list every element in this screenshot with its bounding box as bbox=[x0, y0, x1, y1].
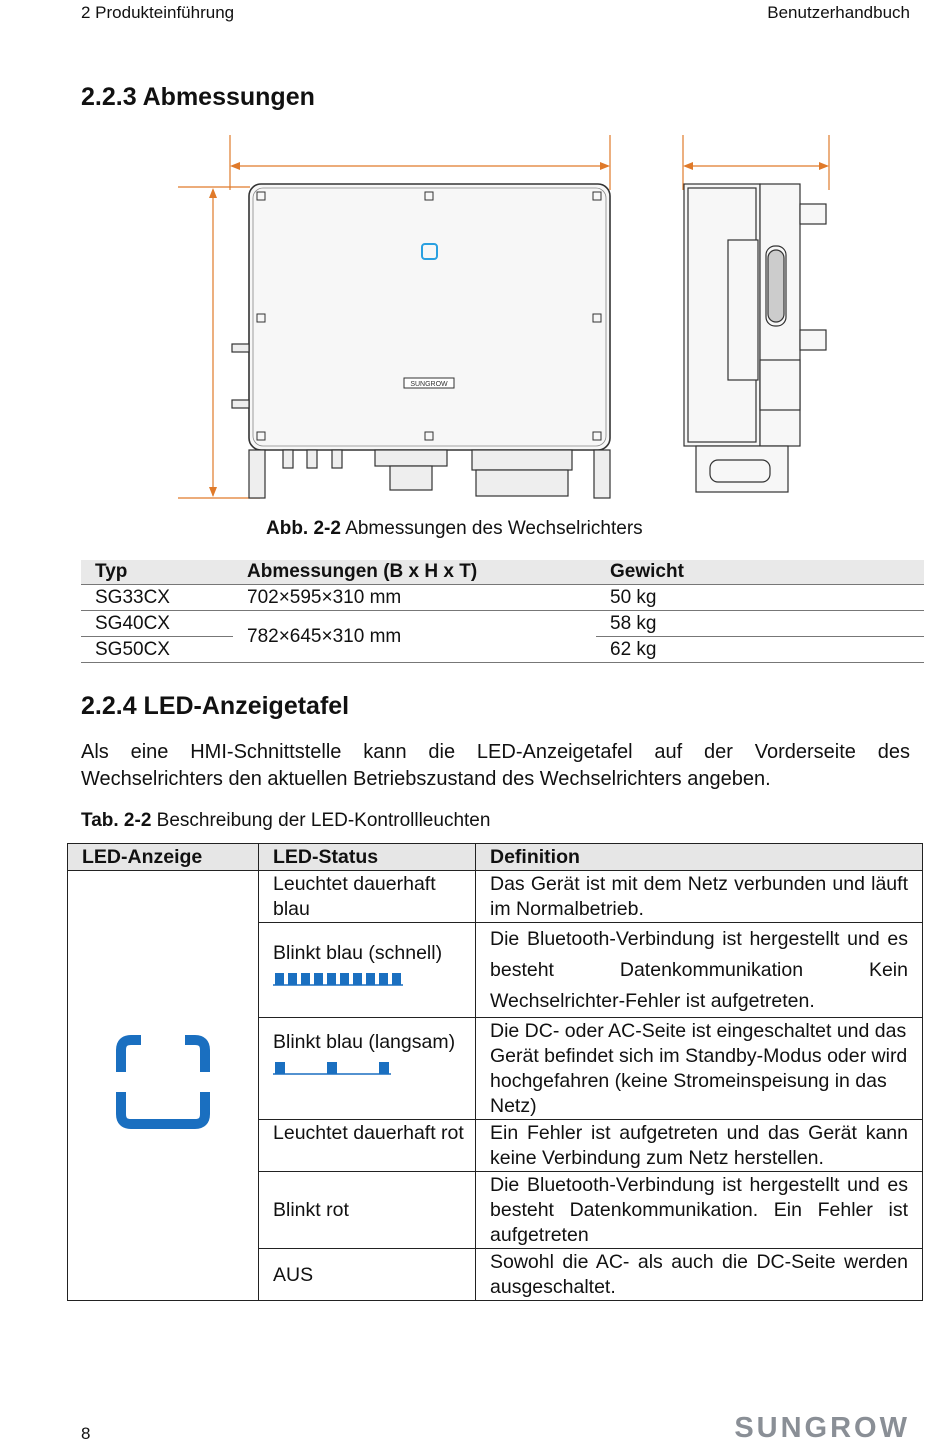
figure-caption bbox=[266, 518, 643, 540]
definition-cell: Sowohl die AC- als auch die DC-Seite werden ausgeschaltet. bbox=[476, 1249, 923, 1301]
table-row bbox=[81, 611, 924, 637]
led-indicator-cell bbox=[68, 871, 259, 1301]
status-label: Blinkt blau (langsam) bbox=[273, 1031, 456, 1053]
led-table-header bbox=[68, 844, 923, 871]
table-caption bbox=[81, 810, 490, 832]
table-row bbox=[68, 871, 923, 923]
led-indicator-icon bbox=[113, 1032, 213, 1132]
led-status-table bbox=[67, 843, 923, 1301]
col-header-definition: Definition bbox=[476, 844, 923, 871]
led-intro-paragraph: Als eine HMI-Schnittstelle kann die LED-Anzeigetafel auf der Vorderseite des Wechselrichters den aktuellen Betriebszustand des Wechselrichters angeben. bbox=[81, 741, 910, 790]
section-heading-led: 2.2.4 LED-Anzeigetafel bbox=[81, 692, 350, 720]
fast-blink-pattern-icon bbox=[273, 972, 403, 986]
weight-cell: 58 kg bbox=[596, 611, 924, 637]
model-cell: SG33CX bbox=[81, 585, 233, 611]
status-cell bbox=[259, 1018, 476, 1120]
model-cell: SG40CX bbox=[81, 611, 233, 637]
col-header-dimensions: Abmessungen (B x H x T) bbox=[233, 560, 596, 585]
dimensions-table bbox=[81, 560, 924, 663]
figure-caption-text: Abmessungen des Wechselrichters bbox=[345, 518, 643, 539]
weight-cell: 62 kg bbox=[596, 637, 924, 663]
brand-logo: SUNGROW bbox=[734, 1412, 910, 1444]
dimension-cell: 702×595×310 mm bbox=[233, 585, 596, 611]
table-caption-text: Beschreibung der LED-Kontrollleuchten bbox=[156, 810, 491, 831]
model-cell: SG50CX bbox=[81, 637, 233, 663]
status-cell: AUS bbox=[259, 1249, 476, 1301]
col-header-weight: Gewicht bbox=[596, 560, 924, 585]
status-cell bbox=[259, 923, 476, 1018]
figure-caption-number: Abb. 2-2 bbox=[266, 518, 341, 539]
section-heading-dimensions: 2.2.3 Abmessungen bbox=[81, 83, 315, 111]
definition-cell: Das Gerät ist mit dem Netz verbunden und läuft im Normalbetrieb. bbox=[476, 871, 923, 923]
status-cell: Blinkt rot bbox=[259, 1172, 476, 1249]
table-caption-number: Tab. 2-2 bbox=[81, 810, 152, 831]
weight-cell: 50 kg bbox=[596, 585, 924, 611]
inverter-dimension-drawing bbox=[170, 130, 850, 505]
col-header-status: LED-Status bbox=[259, 844, 476, 871]
dimension-cell: 782×645×310 mm bbox=[233, 611, 596, 663]
table-row bbox=[81, 585, 924, 611]
definition-cell: Die Bluetooth-Verbindung ist hergestellt und es besteht Datenkommunikation. Ein Fehler ist aufgetreten bbox=[476, 1172, 923, 1249]
status-cell: Leuchtet dauerhaft rot bbox=[259, 1120, 476, 1172]
col-header-type: Typ bbox=[81, 560, 233, 585]
definition-cell: Die DC- oder AC-Seite ist eingeschaltet und das Gerät befindet sich im Standby-Modus oder wird hochgefahren (keine Stromeinspeisung in das Netz) bbox=[476, 1018, 923, 1120]
page-number: 8 bbox=[81, 1424, 91, 1443]
dimensions-table-header bbox=[81, 560, 924, 585]
status-label: Blinkt blau (schnell) bbox=[273, 942, 443, 964]
front-logo-text: SUNGROW bbox=[410, 381, 448, 388]
header-manual-title: Benutzerhandbuch bbox=[767, 3, 910, 22]
header-chapter: 2 Produkteinführung bbox=[81, 3, 235, 22]
definition-cell: Die Bluetooth-Verbindung ist hergestellt und es besteht Datenkommunikation Kein Wechselrichter-Fehler ist aufgetreten. bbox=[476, 923, 923, 1018]
status-cell: Leuchtet dauerhaft blau bbox=[259, 871, 476, 923]
col-header-led: LED-Anzeige bbox=[68, 844, 259, 871]
definition-cell: Ein Fehler ist aufgetreten und das Gerät kann keine Verbindung zum Netz herstellen. bbox=[476, 1120, 923, 1172]
slow-blink-pattern-icon bbox=[273, 1061, 393, 1075]
